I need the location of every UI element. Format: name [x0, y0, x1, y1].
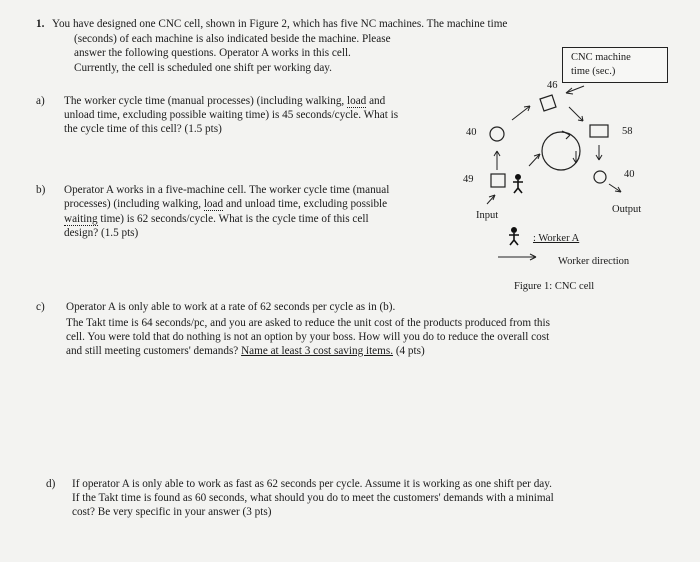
dotted-word: waiting	[64, 213, 98, 225]
worker-legend-label: : Worker A	[533, 233, 580, 244]
flow-arrow	[569, 107, 583, 121]
dotted-word: load	[203, 198, 224, 210]
part-d-line-2: If the Takt time is found as 60 seconds, what should you do to meet the customers' demands with a minimal	[72, 492, 554, 504]
part-b-line-4: design? (1.5 pts)	[64, 227, 139, 239]
figure-caption: Figure 1: CNC cell	[514, 281, 595, 292]
inner-direction-arrowhead	[534, 154, 540, 159]
part-d-line-1: If operator A is only able to work as fast as 62 seconds per cycle. Assume it is working as one shift per day.	[72, 478, 552, 490]
part-c-line-2: The Takt time is 64 seconds/pc, and you are asked to reduce the unit cost of the products produced from this	[66, 317, 550, 329]
part-a-line-2: unload time, excluding possible waiting time) is 45 seconds/cycle. What is	[64, 109, 399, 121]
machine-time-49: 49	[463, 174, 474, 185]
worker-direction-label: Worker direction	[558, 256, 630, 267]
machine-circle-icon	[490, 127, 504, 141]
worker-loop-circle	[542, 132, 580, 170]
machine-time-40-left: 40	[466, 127, 477, 138]
part-c-label: c)	[36, 301, 45, 313]
intro-line-3: answer the following questions. Operator A works in this cell.	[74, 47, 351, 59]
flow-arrow	[512, 106, 530, 120]
input-label: Input	[476, 210, 499, 221]
intro-line-2: (seconds) of each machine is also indicated beside the machine. Please	[74, 33, 391, 45]
part-b-line-3: waiting time) is 62 seconds/cycle. What is the cycle time of this cell	[64, 213, 369, 225]
machine-time-40-right: 40	[624, 169, 635, 180]
part-b-line-1: Operator A works in a five-machine cell. The worker cycle time (manual	[64, 184, 390, 196]
machine-square-icon	[491, 174, 505, 187]
part-c-line-1: Operator A is only able to work at a rate of 62 seconds per cycle as in (b).	[66, 301, 396, 313]
output-label: Output	[612, 204, 642, 215]
part-a-label: a)	[36, 95, 45, 107]
part-d-line-3: cost? Be very specific in your answer (3 pts)	[72, 506, 272, 518]
underlined-instruction: Name at least 3 cost saving items.	[241, 345, 394, 357]
machine-time-46: 46	[547, 80, 558, 91]
intro-line-4: Currently, the cell is scheduled one shift per working day.	[74, 62, 332, 74]
intro-line-1: You have designed one CNC cell, shown in Figure 2, which has five NC machines. The machine time	[52, 18, 508, 30]
part-c-line-4: and still meeting customers' demands? Name at least 3 cost saving items. (4 pts)	[66, 345, 425, 357]
legend-box-line-1: CNC machine	[571, 52, 631, 63]
question-number: 1.	[36, 18, 45, 30]
legend-box-line-2: time (sec.)	[571, 66, 616, 77]
machine-square-icon	[590, 125, 608, 137]
legend-worker-icon	[509, 228, 519, 245]
part-b-label: b)	[36, 184, 46, 196]
part-c-line-3: cell. You were told that do nothing is not an option by your boss. How will you do to reduce the overall cost	[66, 331, 550, 343]
legend-pointer-arrow	[566, 86, 584, 93]
part-a-line-1: The worker cycle time (manual processes) (including walking, load and	[64, 95, 386, 107]
dotted-word: load	[347, 95, 367, 107]
part-d-label: d)	[46, 478, 56, 490]
part-b-line-2: processes) (including walking, load and unload time, excluding possible	[64, 198, 388, 210]
output-arrow	[609, 184, 621, 192]
input-arrowhead	[489, 195, 495, 200]
worker-icon	[513, 175, 523, 193]
part-a-line-3: the cycle time of this cell? (1.5 pts)	[64, 123, 222, 135]
machine-circle-icon	[594, 171, 606, 183]
machine-time-58: 58	[622, 126, 633, 137]
machine-square-icon	[540, 95, 556, 111]
